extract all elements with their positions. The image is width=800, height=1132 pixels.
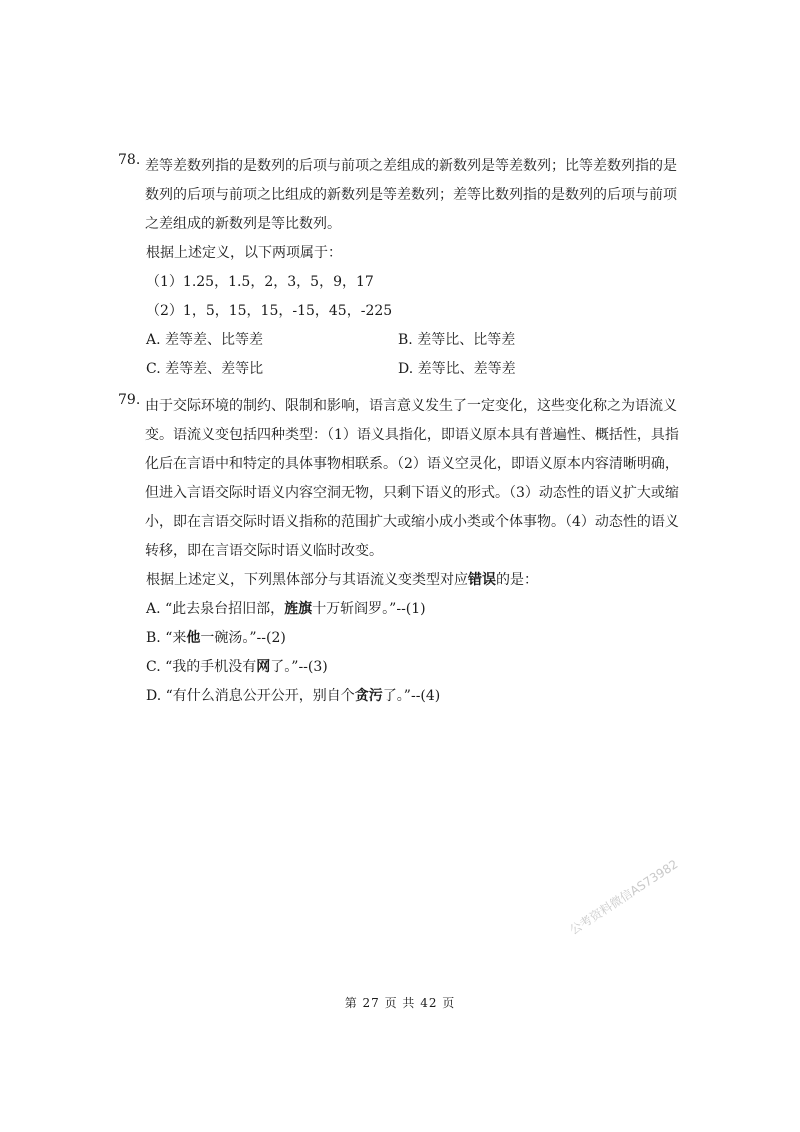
question-79-stem-line-6: 转移，即在言语交际时语义临时改变。 xyxy=(145,543,383,559)
question-78-options-row-1 xyxy=(118,326,718,355)
question-79-prompt-after: 的是： xyxy=(496,572,538,588)
option-c-bold: 网 xyxy=(256,659,271,675)
question-79 xyxy=(118,392,718,711)
question-78-stem-line-3: 之差组成的新数列是等比数列。 xyxy=(145,216,341,232)
option-b-bold: 他 xyxy=(186,630,201,646)
question-79-prompt xyxy=(118,566,718,595)
option-b-before: “来 xyxy=(165,630,187,646)
question-79-option-d xyxy=(118,682,718,711)
option-c-label: C. xyxy=(146,659,161,675)
option-d-before: “有什么消息公开公开，别自个 xyxy=(165,688,355,704)
option-c-after: 了。”--(3) xyxy=(270,659,328,675)
watermark: 公考资料微信AS73982 xyxy=(567,857,681,938)
question-78-stem-line-1: 差等差数列指的是数列的后项与前项之差组成的新数列是等差数列；比等差数列指的是 xyxy=(145,158,677,174)
question-78-options-row-2 xyxy=(118,355,718,384)
option-b-after: 一碗汤。”--(2) xyxy=(200,630,286,646)
question-79-number: 79. xyxy=(118,392,141,408)
option-a-label: A. xyxy=(146,601,161,617)
option-d-after: 了。”--(4) xyxy=(382,688,441,704)
question-78-stem xyxy=(118,152,718,239)
question-78-number: 78. xyxy=(118,152,141,168)
option-a-bold: 旌旗 xyxy=(284,601,313,617)
question-79-stem-line-5: 小，即在言语交际时语义指称的范围扩大或缩小成小类或个体事物。（4）动态性的语义 xyxy=(145,514,679,530)
option-b-label: B. xyxy=(146,630,161,646)
page-footer: 第 27 页 共 42 页 xyxy=(344,996,456,1010)
question-78-item-1: （1）1.25，1.5，2，3，5，9，17 xyxy=(146,274,374,290)
question-79-stem-line-3: 化后在言语中和特定的具体事物相联系。（2）语义空灵化，即语义原本内容清晰明确， xyxy=(145,456,679,472)
question-79-stem-line-4: 但进入言语交际时语义内容空洞无物，只剩下语义的形式。（3）动态性的语义扩大或缩 xyxy=(145,485,679,501)
question-78-stem-line-2: 数列的后项与前项之比组成的新数列是等差数列；差等比数列指的是数列的后项与前项 xyxy=(145,187,677,203)
question-79-prompt-before: 根据上述定义，下列黑体部分与其语流义变类型对应 xyxy=(146,572,468,588)
question-79-option-c xyxy=(118,653,718,682)
question-78-option-d: D. 差等比、差等差 xyxy=(398,361,516,377)
question-79-option-b xyxy=(118,624,718,653)
question-78-option-a: A. 差等差、比等差 xyxy=(146,332,264,348)
question-79-stem xyxy=(118,392,718,566)
option-a-after: 十万斩阎罗。”--(1) xyxy=(312,601,426,617)
question-79-stem-line-2: 变。语流义变包括四种类型：（1）语义具指化，即语义原本具有普遍性、概括性，具指 xyxy=(145,427,679,443)
question-79-prompt-bold: 错误 xyxy=(468,572,496,588)
option-c-before: “我的手机没有 xyxy=(165,659,257,675)
question-79-option-a xyxy=(118,595,718,624)
question-78-option-b: B. 差等比、比等差 xyxy=(398,332,516,348)
question-78-option-c: C. 差等差、差等比 xyxy=(146,361,264,377)
option-a-before: “此去泉台招旧部， xyxy=(165,601,285,617)
option-d-label: D. xyxy=(146,688,162,704)
option-d-bold: 贪污 xyxy=(354,688,383,704)
question-78 xyxy=(118,152,718,384)
question-78-item-2: （2）1，5，15，15，-15，45，-225 xyxy=(146,303,393,319)
question-78-prompt: 根据上述定义，以下两项属于： xyxy=(146,245,342,261)
question-79-stem-line-1: 由于交际环境的制约、限制和影响，语言意义发生了一定变化，这些变化称之为语流义 xyxy=(145,398,677,414)
